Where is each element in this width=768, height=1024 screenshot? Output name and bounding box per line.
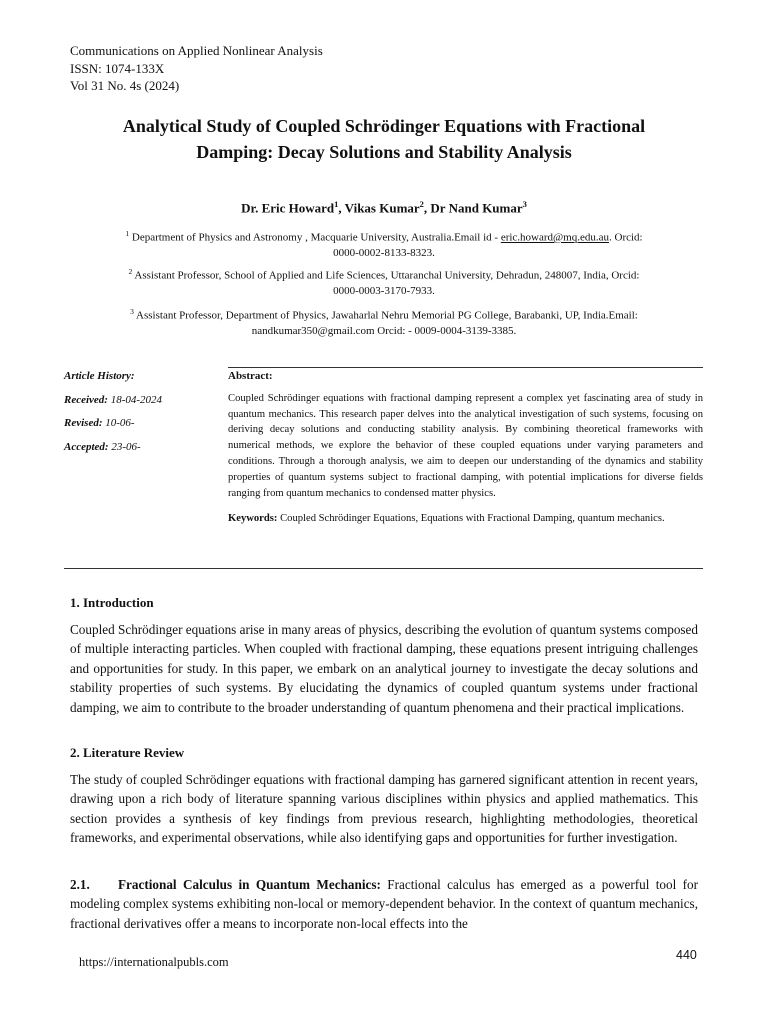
journal-issn: ISSN: 1074-133X [70, 60, 165, 76]
title-line-1: Analytical Study of Coupled Schrödinger Equations with Fractional [122, 116, 646, 136]
author-list: Dr. Eric Howard$^1$, Vikas Kumar$^2$, Dr Nand Kumar$^3$ [241, 199, 527, 216]
footer-url-link[interactable]: https://internationalpubls.com [79, 955, 229, 969]
keywords [228, 511, 703, 527]
abstract-top-rule [228, 367, 703, 368]
journal-name: Communications on Applied Nonlinear Analysis [70, 43, 323, 58]
keywords-text: Coupled Schrödinger Equations, Equations with Fractional Damping, quantum mechanics. [280, 513, 665, 525]
keywords-label: Keywords: [228, 513, 278, 525]
section-heading-introduction: 1. Introduction [70, 595, 154, 610]
article-history [64, 370, 214, 464]
affiliation-orcid: nandkumar350@gmail.com Orcid: - 0009-0004-3139-3385. [251, 325, 517, 338]
journal-header [70, 42, 323, 95]
abstract-bottom-rule [64, 568, 703, 569]
author-name: Dr Nand Kumar [430, 200, 523, 216]
affiliation-text: Assistant Professor, Department of Physics, Jawaharlal Nehru Memorial PG College, Barabanki, UP, India.Email: [136, 309, 638, 322]
email-link[interactable]: eric.howard@mq.edu.au [500, 231, 609, 244]
history-received: Received: 18-04-2024 [64, 393, 163, 406]
subsection-text: Fractional calculus has emerged as a powerful tool for modeling complex systems exhibiting non-local or memory-dependent behavior. In the context of quantum mechanics, fractional derivatives offer a means to incorporate non-local effects into the [70, 877, 698, 931]
literature-review-text: The study of coupled Schrödinger equations with fractional damping has garnered significant attention in recent years, drawing upon a rich body of literature spanning various disciplines within physics and applied mathematics. This section provides a synthesis of key findings from previous research, highlighting methodologies, theoretical frameworks, and experimental observations, while also identifying gaps and opportunities for further investigation. [70, 772, 698, 846]
page-number: 440 [676, 948, 697, 962]
author-sup: 2 [419, 199, 424, 209]
affiliation-sup: 1 [125, 229, 130, 238]
paper-title [40, 113, 728, 165]
author-name: Dr. Eric Howard [241, 200, 335, 216]
affiliation-text: Department of Physics and Astronomy , Macquarie University, Australia.Email id - [131, 231, 501, 244]
affiliation-text: . Orcid: [609, 231, 643, 244]
subsection-2-1 [70, 875, 698, 933]
introduction-text: Coupled Schrödinger equations arise in many areas of physics, describing the evolution of quantum systems composed of multiple interacting particles. When coupled with fractional damping, these equations present intriguing challenges and opportunities for study. In this paper, we embark on an analytical journey to investigate the decay solutions and stability properties of such systems. By elucidating the dynamics of coupled quantum systems under fractional damping, we aim to contribute to the broader understanding of quantum phenomena and their practical implications. [70, 622, 698, 715]
affiliation-sup: 3 [130, 307, 134, 316]
affiliation-sup: 2 [128, 267, 133, 276]
abstract-text: Coupled Schrödinger equations with fractional damping represent a complex yet fascinating area of study in quantum mechanics. This research paper delves into the analytical investigation of such systems, focusing on deriving decay solutions and conducting stability analysis. By combining theoretical frameworks with numerical methods, we explore the behavior of these coupled equations under varying parameters and conditions. Through a thorough analysis, we aim to deepen our understanding of the dynamics and stability properties of quantum systems subject to fractional damping, with potential implications for diverse fields ranging from quantum mechanics to condensed matter physics. [228, 392, 703, 499]
author-sup: 3 [522, 199, 527, 209]
section-heading-literature-review: 2. Literature Review [70, 745, 185, 760]
affiliation-text: Assistant Professor, School of Applied and Life Sciences, Uttaranchal University, Dehradun, 248007, India, Orcid: [134, 269, 640, 282]
affiliation-1 [80, 226, 688, 262]
author-sup: 1 [334, 199, 339, 209]
affiliation-3 [80, 304, 688, 340]
subsection-number: 2.1. [70, 877, 90, 892]
affiliation-orcid: 0000-0003-3170-7933. [333, 285, 435, 298]
title-line-2: Damping: Decay Solutions and Stability Analysis [196, 142, 572, 162]
affiliation-2 [80, 264, 688, 300]
journal-volume: Vol 31 No. 4s (2024) [70, 78, 180, 93]
history-revised: Revised: 10-06- [64, 417, 135, 429]
affiliation-orcid: 0000-0002-8133-8323. [333, 247, 435, 260]
history-accepted: Accepted: 23-06- [64, 440, 141, 453]
author-name: Vikas Kumar [344, 200, 420, 216]
history-heading: Article History: [64, 370, 135, 382]
abstract-block [228, 369, 703, 527]
abstract-heading: Abstract: [228, 370, 273, 382]
subsection-title: Fractional Calculus in Quantum Mechanics: [118, 877, 381, 892]
